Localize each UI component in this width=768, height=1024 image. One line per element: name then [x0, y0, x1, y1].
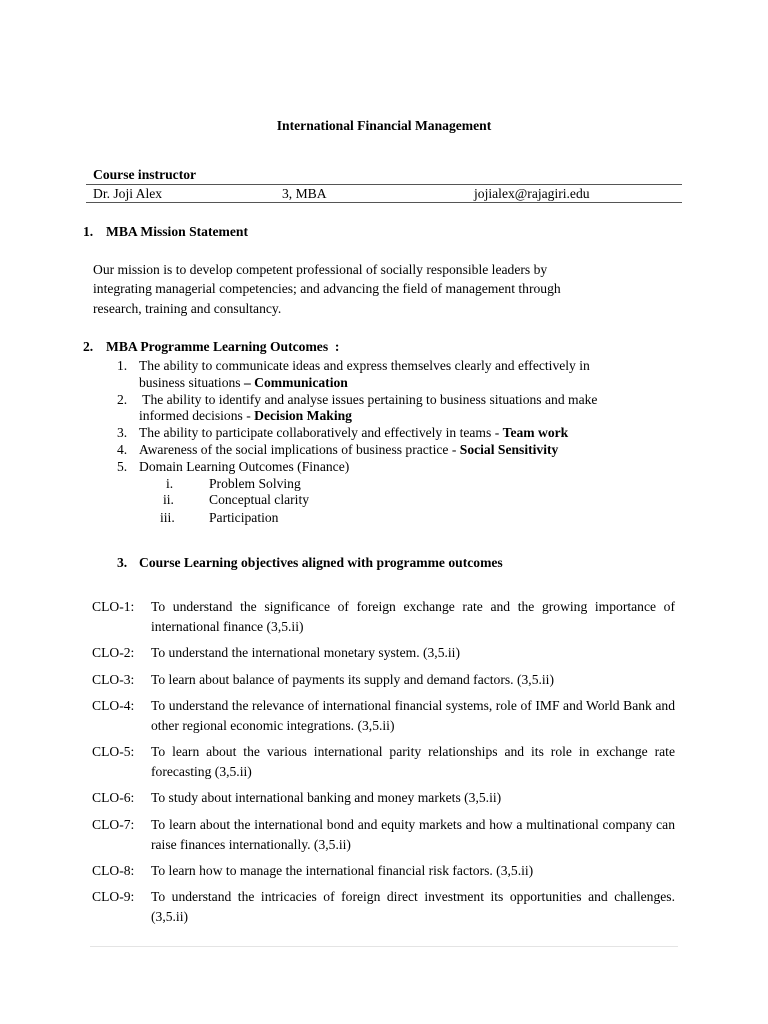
clo-id: CLO-2: [92, 645, 135, 660]
instructor-top-rule [86, 184, 682, 185]
outcome-tag: Team work [502, 425, 569, 440]
clo-item [92, 696, 675, 735]
sub-item-text: Problem Solving [209, 476, 301, 491]
clo-id: CLO-1: [92, 599, 135, 614]
clo-text: To learn about balance of payments its supply and demand factors. (3,5.ii) [151, 672, 554, 687]
outcome-number: 5. [117, 459, 128, 474]
sub-item-number: iii. [160, 510, 175, 525]
clo-id: CLO-8: [92, 863, 135, 878]
clo-item [92, 742, 675, 781]
outcome-text-cont [139, 407, 352, 424]
section-3-heading: Course Learning objectives aligned with programme outcomes [139, 555, 503, 570]
outcome-text: business situations [139, 375, 244, 390]
outcome-text-line [139, 441, 558, 458]
clo-item [92, 861, 675, 881]
clo-item [92, 788, 675, 808]
outcome-tag: Social Sensitivity [459, 442, 559, 457]
outcome-text: informed decisions - [139, 408, 255, 423]
instructor-name: Dr. Joji Alex [93, 186, 163, 201]
outcome-number: 4. [117, 442, 128, 457]
clo-item [92, 597, 675, 636]
clo-text: To study about international banking and money markets (3,5.ii) [151, 790, 502, 805]
clo-text: To understand the intricacies of foreign direct investment its opportunities and challenges. (3,5.ii) [151, 889, 675, 924]
mission-line-1: Our mission is to develop competent professional of socially responsible leaders by [93, 262, 548, 277]
outcome-number: 1. [117, 358, 128, 373]
sub-item-text: Participation [209, 510, 279, 525]
outcome-number: 2. [117, 392, 128, 407]
clo-id: CLO-4: [92, 698, 135, 713]
clo-id: CLO-3: [92, 672, 135, 687]
outcome-text-cont [139, 374, 348, 391]
page-bottom-rule [90, 946, 678, 947]
section-2-number: 2. [83, 339, 94, 354]
instructor-bottom-rule [86, 202, 682, 203]
clo-id: CLO-6: [92, 790, 135, 805]
sub-item-text: Conceptual clarity [209, 492, 310, 507]
instructor-program: 3, MBA [282, 186, 327, 201]
clo-item [92, 815, 675, 854]
outcome-tag: – Communication [243, 375, 348, 390]
clo-text: To learn how to manage the international financial risk factors. (3,5.ii) [151, 863, 534, 878]
clo-id: CLO-9: [92, 889, 135, 904]
section-1-heading: MBA Mission Statement [106, 224, 248, 239]
clo-text: To understand the international monetary system. (3,5.ii) [151, 645, 460, 660]
mission-line-3: research, training and consultancy. [93, 301, 282, 316]
outcome-text: Awareness of the social implications of business practice - [139, 442, 460, 457]
clo-text: To learn about the various international parity relationships and its role in exchange rate forecasting (3,5.ii) [151, 744, 675, 779]
clo-id: CLO-7: [92, 817, 135, 832]
outcome-text: The ability to communicate ideas and express themselves clearly and effectively in [139, 358, 590, 373]
section-1-number: 1. [83, 224, 94, 239]
clo-text: To understand the relevance of international financial systems, role of IMF and World Bank and other regional economic integrations. (3,5.ii) [151, 698, 675, 733]
section-2-heading: MBA Programme Learning Outcomes : [106, 339, 340, 354]
clo-text: To learn about the international bond and equity markets and how a multinational company can raise finances internationally. (3,5.ii) [151, 817, 675, 852]
clo-text: To understand the significance of foreign exchange rate and the growing importance of international finance (3,5.ii) [151, 599, 675, 634]
clo-item [92, 643, 675, 663]
outcome-text: The ability to identify and analyse issues pertaining to business situations and make [139, 392, 598, 407]
clo-item [92, 670, 675, 690]
outcome-number: 3. [117, 425, 128, 440]
outcome-text-line [139, 424, 568, 441]
clo-id: CLO-5: [92, 744, 135, 759]
outcome-text: Domain Learning Outcomes (Finance) [139, 459, 350, 474]
clo-item [92, 887, 675, 926]
instructor-heading: Course instructor [93, 167, 197, 182]
instructor-email[interactable]: jojialex@rajagiri.edu [474, 186, 590, 201]
section-3-number: 3. [117, 555, 128, 570]
outcome-tag: Decision Making [254, 408, 352, 423]
sub-item-number: ii. [163, 492, 174, 507]
document-title: International Financial Management [276, 118, 492, 133]
mission-line-2: integrating managerial competencies; and advancing the field of management through [93, 281, 561, 296]
outcome-text: The ability to participate collaboratively and effectively in teams - [139, 425, 503, 440]
sub-item-number: i. [166, 476, 174, 491]
